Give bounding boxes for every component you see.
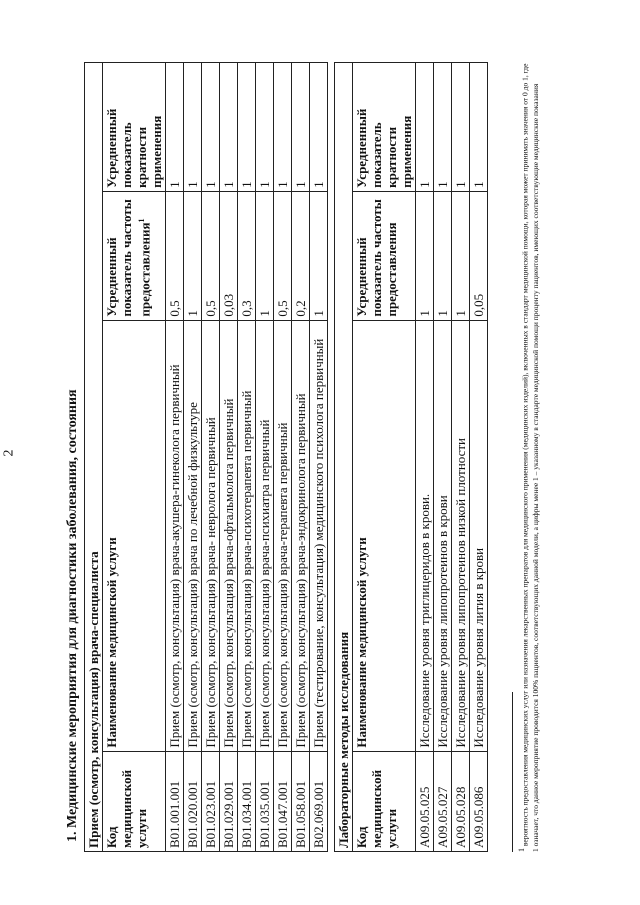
cell-name: Прием (осмотр, консультация) врача-офтальмолога первичный <box>220 320 238 751</box>
cell-code: B01.001.001 <box>166 751 184 851</box>
cell-multiplicity: 1 <box>470 63 488 192</box>
lab-table <box>334 62 488 852</box>
cell-code: B02.069.001 <box>310 751 328 851</box>
table-row <box>452 63 470 852</box>
table-row <box>470 63 488 852</box>
cell-multiplicity: 1 <box>416 63 434 192</box>
cell-frequency: 0,5 <box>274 191 292 320</box>
cell-multiplicity: 1 <box>310 63 328 192</box>
footnote-marker: 1 <box>137 218 146 223</box>
cell-multiplicity: 1 <box>256 63 274 192</box>
footnote-divider <box>512 692 513 852</box>
cell-code: A09.05.028 <box>452 751 470 851</box>
header-frequency: Усредненный показатель частоты предоставления <box>353 191 416 320</box>
cell-multiplicity: 1 <box>184 63 202 192</box>
table-header-row <box>353 63 416 852</box>
cell-frequency: 0,05 <box>470 191 488 320</box>
header-name: Наименование медицинской услуги <box>103 320 166 751</box>
cell-multiplicity: 1 <box>434 63 452 192</box>
cell-name: Исследование уровня липопротеинов в крови <box>434 320 452 751</box>
table-row <box>274 63 292 852</box>
table-row <box>184 63 202 852</box>
cell-multiplicity: 1 <box>292 63 310 192</box>
header-multiplicity: Усредненный показатель кратности применения <box>353 63 416 192</box>
cell-multiplicity: 1 <box>220 63 238 192</box>
header-code: Код медицинской услуги <box>103 751 166 851</box>
cell-multiplicity: 1 <box>166 63 184 192</box>
cell-frequency: 0,03 <box>220 191 238 320</box>
cell-multiplicity: 1 <box>202 63 220 192</box>
cell-frequency: 1 <box>310 191 328 320</box>
cell-name: Прием (осмотр, консультация) врача-эндокринолога первичный <box>292 320 310 751</box>
cell-code: A09.05.025 <box>416 751 434 851</box>
cell-frequency: 0,2 <box>292 191 310 320</box>
header-multiplicity: Усредненный показатель кратности применения <box>103 63 166 192</box>
cell-code: A09.05.086 <box>470 751 488 851</box>
rotated-content <box>64 32 584 852</box>
cell-name: Прием (осмотр, консультация) врача-психиатра первичный <box>256 320 274 751</box>
cell-code: A09.05.027 <box>434 751 452 851</box>
table-row <box>166 63 184 852</box>
cell-frequency: 1 <box>184 191 202 320</box>
table-row <box>310 63 328 852</box>
section-title: 1. Медицинские мероприятия для диагностики заболевания, состояния <box>65 389 80 842</box>
header-code: Код медицинской услуги <box>353 751 416 851</box>
cell-multiplicity: 1 <box>238 63 256 192</box>
cell-frequency: 0,3 <box>238 191 256 320</box>
cell-code: B01.034.001 <box>238 751 256 851</box>
cell-frequency: 0,5 <box>202 191 220 320</box>
table-header-row <box>103 63 166 852</box>
cell-name: Прием (осмотр, консультация) врача по лечебной физкультуре <box>184 320 202 751</box>
cell-frequency: 1 <box>416 191 434 320</box>
table-row <box>238 63 256 852</box>
cell-code: B01.035.001 <box>256 751 274 851</box>
cell-frequency: 1 <box>452 191 470 320</box>
table-group-header: Лабораторные методы исследования <box>335 63 353 852</box>
cell-code: B01.020.001 <box>184 751 202 851</box>
table-group-header: Прием (осмотр, консультация) врача-специалиста <box>85 63 103 852</box>
footnote: $^1$ вероятность предоставления медицинских услуг или назначения лекарственных препаратов для медицинского применения (медицинских изделий), включенных в стандарт медицинской помощи, которая может принимать значения от 0 до 1, где 1 означает, что данное мероприятие проводится 100% пациентов, соответствующих данной модели, а цифры менее 1 – указанному в стандарте медицинской помощи проценту пациентов, имеющих соответствующие медицинские показания <box>517 63 540 852</box>
specialist-table <box>84 62 328 852</box>
table-row <box>202 63 220 852</box>
cell-name: Прием (осмотр, консультация) врача-терапевта первичный <box>274 320 292 751</box>
table-row <box>220 63 238 852</box>
cell-name: Исследование уровня лития в крови <box>470 320 488 751</box>
cell-name: Прием (осмотр, консультация) врача- невролога первичный <box>202 320 220 751</box>
cell-code: B01.023.001 <box>202 751 220 851</box>
page-number: 2 <box>1 449 17 457</box>
cell-name: Прием (осмотр, консультация) врача-психотерапевта первичный <box>238 320 256 751</box>
cell-name: Прием (осмотр, консультация) врача-акушера-гинеколога первичный <box>166 320 184 751</box>
cell-code: B01.029.001 <box>220 751 238 851</box>
header-name: Наименование медицинской услуги <box>353 320 416 751</box>
cell-multiplicity: 1 <box>274 63 292 192</box>
cell-name: Исследование уровня липопротеинов низкой плотности <box>452 320 470 751</box>
cell-frequency: 1 <box>434 191 452 320</box>
header-frequency: Усредненный показатель частоты предоставления$^1$ <box>103 191 166 320</box>
table-row <box>292 63 310 852</box>
table-row <box>434 63 452 852</box>
table-row <box>416 63 434 852</box>
cell-name: Исследование уровня триглицеридов в крови. <box>416 320 434 751</box>
cell-frequency: 1 <box>256 191 274 320</box>
cell-multiplicity: 1 <box>452 63 470 192</box>
table-row <box>256 63 274 852</box>
cell-frequency: 0,5 <box>166 191 184 320</box>
cell-code: B01.058.001 <box>292 751 310 851</box>
cell-name: Прием (тестирование, консультация) медицинского психолога первичный <box>310 320 328 751</box>
cell-code: B01.047.001 <box>274 751 292 851</box>
